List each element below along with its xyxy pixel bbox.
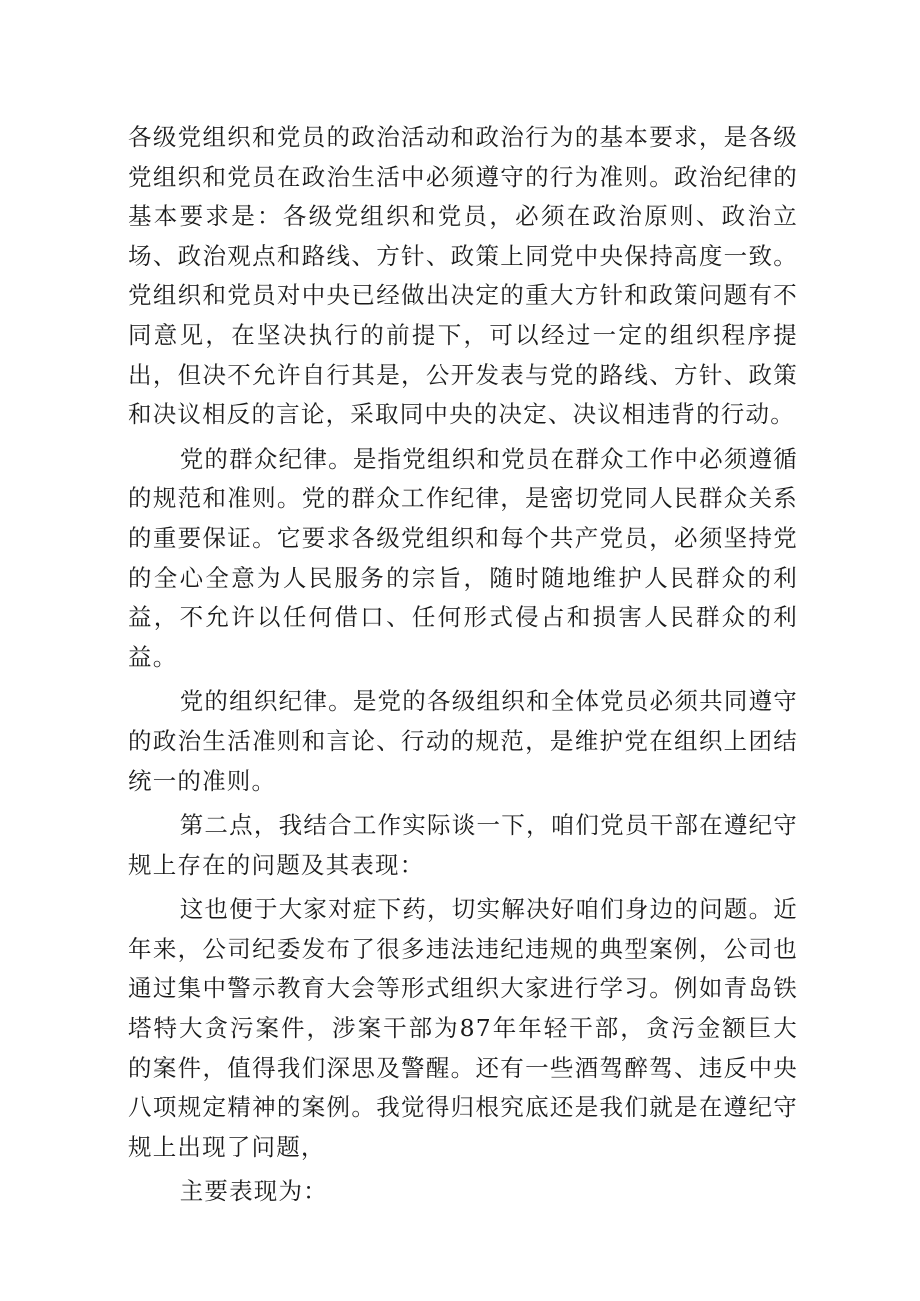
document-body [128, 118, 798, 1217]
paragraph-case-examples: 这也便于大家对症下药，切实解决好咱们身边的问题。近年来，公司纪委发布了很多违法违纪违规的典型案例，公司也通过集中警示教育大会等形式组织大家进行学习。例如青岛铁塔特大贪污案件，涉案干部为87年年轻干部，贪污金额巨大的案件，值得我们深思及警醒。还有一些酒驾醉驾、违反中央八项规定精神的案例。我觉得归根究底还是我们就是在遵纪守规上出现了问题， [128, 895, 798, 1161]
paragraph-mass-discipline: 党的群众纪律。是指党组织和党员在群众工作中必须遵循的规范和准则。党的群众工作纪律，是密切党同人民群众关系的重要保证。它要求各级党组织和每个共产党员，必须坚持党的全心全意为人民服务的宗旨，随时随地维护人民群众的利益，不允许以任何借口、任何形式侵占和损害人民群众的利益。 [128, 444, 798, 671]
paragraph-main-manifestations: 主要表现为： [179, 1177, 328, 1206]
paragraph-political-discipline: 各级党组织和党员的政治活动和政治行为的基本要求，是各级党组织和党员在政治生活中必须遵守的行为准则。政治纪律的基本要求是：各级党组织和党员，必须在政治原则、政治立场、政治观点和路线、方针、政策上同党中央保持高度一致。党组织和党员对中央已经做出决定的重大方针和政策问题有不同意见，在坚决执行的前提下，可以经过一定的组织程序提出，但决不允许自行其是，公开发表与党的路线、方针、政策和决议相反的言论，采取同中央的决定、决议相违背的行动。 [128, 123, 798, 429]
paragraph-second-point: 第二点，我结合工作实际谈一下，咱们党员干部在遵纪守规上存在的问题及其表现： [128, 811, 798, 879]
paragraph-organizational-discipline: 党的组织纪律。是党的各级组织和全体党员必须共同遵守的政治生活准则和言论、行动的规范，是维护党在组织上团结统一的准则。 [128, 687, 798, 795]
